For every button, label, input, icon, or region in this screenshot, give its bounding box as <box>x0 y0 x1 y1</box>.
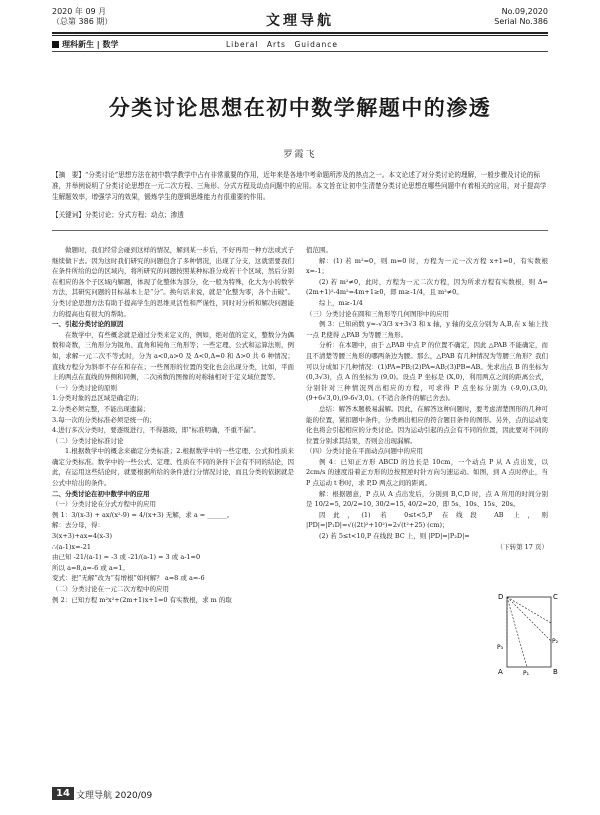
article-title: 分类讨论思想在初中数学解题中的渗透 <box>108 96 492 120</box>
column-rule <box>52 51 548 52</box>
article-keywords: 【关键词】分类讨论；分式方程；动点；渗透 <box>52 211 184 219</box>
body-paragraph: 总结：解答本题极易漏解。因此，在解答这种问题时，要考虑清楚图形的几种可能的位置，紧扣题中条件，分类画出相应的符合题目条件的图形。另外，点的运动变化也将会引起相应的分类讨论。因为运动引起的点会有不同的位置，因此要对不同的位置分别求其结果，否则会出现漏解。 <box>306 404 548 445</box>
fig-label-p3: P₃ <box>497 644 504 651</box>
header-rule-thin <box>52 35 548 36</box>
header-rule <box>52 32 548 34</box>
body-paragraph: 解：去分母，得： <box>52 521 104 530</box>
header-right <box>494 7 548 27</box>
body-paragraph: 1.根据数学中的概念来确定分类标准；2.根据数学中的一些定理、公式和性质来确定分类标准。数学中的一些公式、定理、性质在不同的条件下会有不同的结论，因此，在运用这些结论时，就要根据所给的条件进行分情况讨论，而且分类的依据就是公式中给出的条件。 <box>52 447 294 488</box>
body-paragraph: 2.分类必须完整，不能出现遗漏； <box>52 404 150 413</box>
body-paragraph: （三）分类讨论在圆和三角形等几何图形中的应用 <box>306 309 449 318</box>
section-heading: 一、引起分类讨论的原因 <box>52 320 124 329</box>
body-paragraph: 例 4：已知正方形 ABCD 的边长是 10cm，一个动点 P 从 A 点出发，以 2cm/s 的速度沿着正方形的边按照逆时针方向匀速运动。如图，到 A 点时停止，当 P 点运动 t 秒时，求 P,D 两点之间的距离。 <box>306 457 548 488</box>
body-paragraph: 例 2：已知方程 m²x²+(2m+1)x+1=0 有实数根，求 m 的取 <box>52 595 232 604</box>
body-paragraph: （二）分类讨论标准讨论 <box>52 436 124 445</box>
body-paragraph: (2) 若 m²≠0，此时，方程为一元二次方程，因为所求方程有实数根，则 Δ=(2m+1)²-4m²=4m+1≥0，即 m≥-1/4，且 m²≠0。 <box>306 277 548 297</box>
body-paragraph: （四）分类讨论在平面动点问题中的应用 <box>306 447 423 456</box>
header-serial-no: Serial No.386 <box>494 17 548 26</box>
body-paragraph: 3.每一次的分类标准必须是统一的； <box>52 415 156 424</box>
dashed-line-1 <box>507 597 551 623</box>
fig-label-d: D <box>498 593 504 601</box>
fig-label-p1: P₁ <box>523 670 530 677</box>
square-abcd <box>507 597 551 667</box>
article-abstract: 【摘 要】“分类讨论”思想方法在初中数学教学中占有非常重要的作用，近年来是各地中考命题所涉及的热点之一。本文论述了对分类讨论的理解，一般步骤及讨论的标准，并举例说明了分类讨论思想在一元二次方程、三角形、分式方程及动点问题中的应用。本文旨在让初中生清楚分类讨论思想在哪些问题中有着相关的应用，对于提高学生解题效率，增强学习的效果，锻炼学生的逻辑思维能力有很重要的作用。 <box>52 171 547 202</box>
journal-name: 文理导航 <box>266 13 334 29</box>
footer-journal: 文理导航 2020/09 <box>76 791 153 801</box>
body-paragraph: 在数学中，有些概念就是通过分类来定义的，例如，绝对值的定义，整数分为偶数和奇数，三角形分为锐角、直角和钝角三角形等；一些定理、公式和运算法则，例如，求解一元二次不等式时，分为 a<0,a>0 及 Δ<0,Δ=0 和 Δ>0 共 6 种情况；直线方程分为斜率不存在和存在；一些图形的位置的变化也会出现分类，比如，平面上的两点在直线的异侧和同侧，二次函数的图像的对称轴相对于定义域位置等。 <box>52 330 294 382</box>
body-paragraph: （一）分类讨论的原则 <box>52 383 117 392</box>
body-paragraph: (2) 若 5≤t<10,P 在线段 BC 上，则 |PD|=|P₂D|= <box>319 532 470 541</box>
body-paragraph: （下转第 17 页） <box>496 542 548 551</box>
header-issue-no: No.09,2020 <box>501 7 548 16</box>
body-paragraph: 例 1：3/(x-3) + ax/(x²-9) = 4/(x+3) 无解，求 a = ______。 <box>52 510 234 519</box>
body-paragraph: 分析：在本题中，由于 △PAB 中点 P 的位置不确定，因此 △PAB 不能确定，而且不清楚等腰三角形的哪两条边为腰。那么，△PAB 有几种情况为等腰三角形？我们可以分成如下几种情况：(1)PA=PB;(2)PA=AB;(3)PB=AB。先求出点 B 的坐标为 (0,3√3)，点 A 的坐标为 (9,0)。设点 P 坐标是 (X,0)，利用两点之间的距离公式，分别针对三种情况列出相应的方程，可求得 P 点坐标分别为 (-9,0),(3,0),(9+6√3,0),(9-6√3,0)。(不适合条件的解已舍去)。 <box>306 341 548 403</box>
body-paragraph: 3(x+3)+ax=4(x-3) <box>52 532 112 541</box>
body-column-left <box>52 245 294 605</box>
body-paragraph: 所以 a=8,a=-6 或 a=1。 <box>52 563 129 572</box>
body-paragraph: 解：根据题意，P 点从 A 点出发后，分别到 B,C,D 时，点 A 所用的时间分别是 10/2=5, 20/2=10, 30/2=15, 40/2=20，即 5s、10s、15s、20s。 <box>306 489 548 509</box>
header-issue-total: （总第 386 期） <box>52 17 113 26</box>
body-paragraph: 4.进行多次分类时，要逐级进行，不得越级，即“标准明确，不重不漏”。 <box>52 426 260 435</box>
column-name: 理科新生 | 数学 <box>62 40 119 49</box>
body-column-right <box>306 245 548 552</box>
body-paragraph: 解：(1) 若 m²=0，则 m=0 时，方程为一元一次方程 x+1=0，有实数根 x=-1； <box>306 256 548 276</box>
square-icon <box>52 41 59 48</box>
body-paragraph: 因此，(1) 若 0≤t<5,P 在线段 AB 上，则 |PD|=|P₁D|=√((2t)²+10²)=2√(t²+25) (cm)； <box>306 510 548 530</box>
column-english: Liberal Arts Guidance <box>226 40 338 49</box>
page-number: 14 <box>52 787 74 800</box>
body-paragraph: （二）分类讨论在一元二次方程中的应用 <box>52 585 169 593</box>
body-paragraph: 例 3：已知函数 y=-√3/3 x+3√3 和 x 轴，y 轴的交点分别为 A,B,在 x 轴上找一点 P,使得 △PAB 为等腰三角形。 <box>306 320 548 339</box>
body-paragraph: 值范围。 <box>306 246 332 254</box>
fig-label-p2: P₂ <box>552 638 559 645</box>
abstract-rule <box>52 230 548 231</box>
column-tag <box>52 39 119 50</box>
body-paragraph: 由已知 -21/(a-1) = -3 或 -21/(a-1) = 3 或 a-1=0 <box>52 553 201 562</box>
fig-label-b: B <box>553 668 558 676</box>
body-paragraph: 做题时，我们经常会碰到这样的情况，解到某一步后，不好再用一种方法或式子继续做下去。因为这时我们研究的问题包含了多种情况，出现了分支，这就需要我们在条件所给的总的区域内，将所研究的问题按照某种标准分成若干个区域，然后分别在相应的各个子区域内解题，体现了化整体为部分，化一般为特殊，化大为小的数学方法，其研究问题的目标基本上是“分”。换句话来说，就是“化整为零，各个击破”。分类讨论思想方法有助于提高学生的思维灵活性和严谨性，同时对分析和解决问题能力的提高也有很大的帮助。 <box>52 246 294 318</box>
body-paragraph: 1.分类对象的总区域是确定的； <box>52 394 143 403</box>
section-heading: 二、分类讨论在初中数学中的应用 <box>52 489 150 498</box>
fig-label-a: A <box>498 668 503 676</box>
article-author: 罗霞飞 <box>283 150 317 160</box>
body-paragraph: 综上，m≥-1/4 <box>319 298 363 307</box>
fig-label-c: C <box>553 593 558 601</box>
body-paragraph: 变式：把“无解”改为“有增根”如何解？ a=8 或 a=-6 <box>52 574 205 583</box>
square-figure <box>497 589 559 677</box>
header-date: 2020 年 09 月 <box>52 7 107 16</box>
body-paragraph: （一）分类讨论在分式方程中的应用 <box>52 500 156 509</box>
dashed-line-4 <box>507 597 527 667</box>
body-paragraph: ∴(a-1)x=-21 <box>52 542 91 551</box>
